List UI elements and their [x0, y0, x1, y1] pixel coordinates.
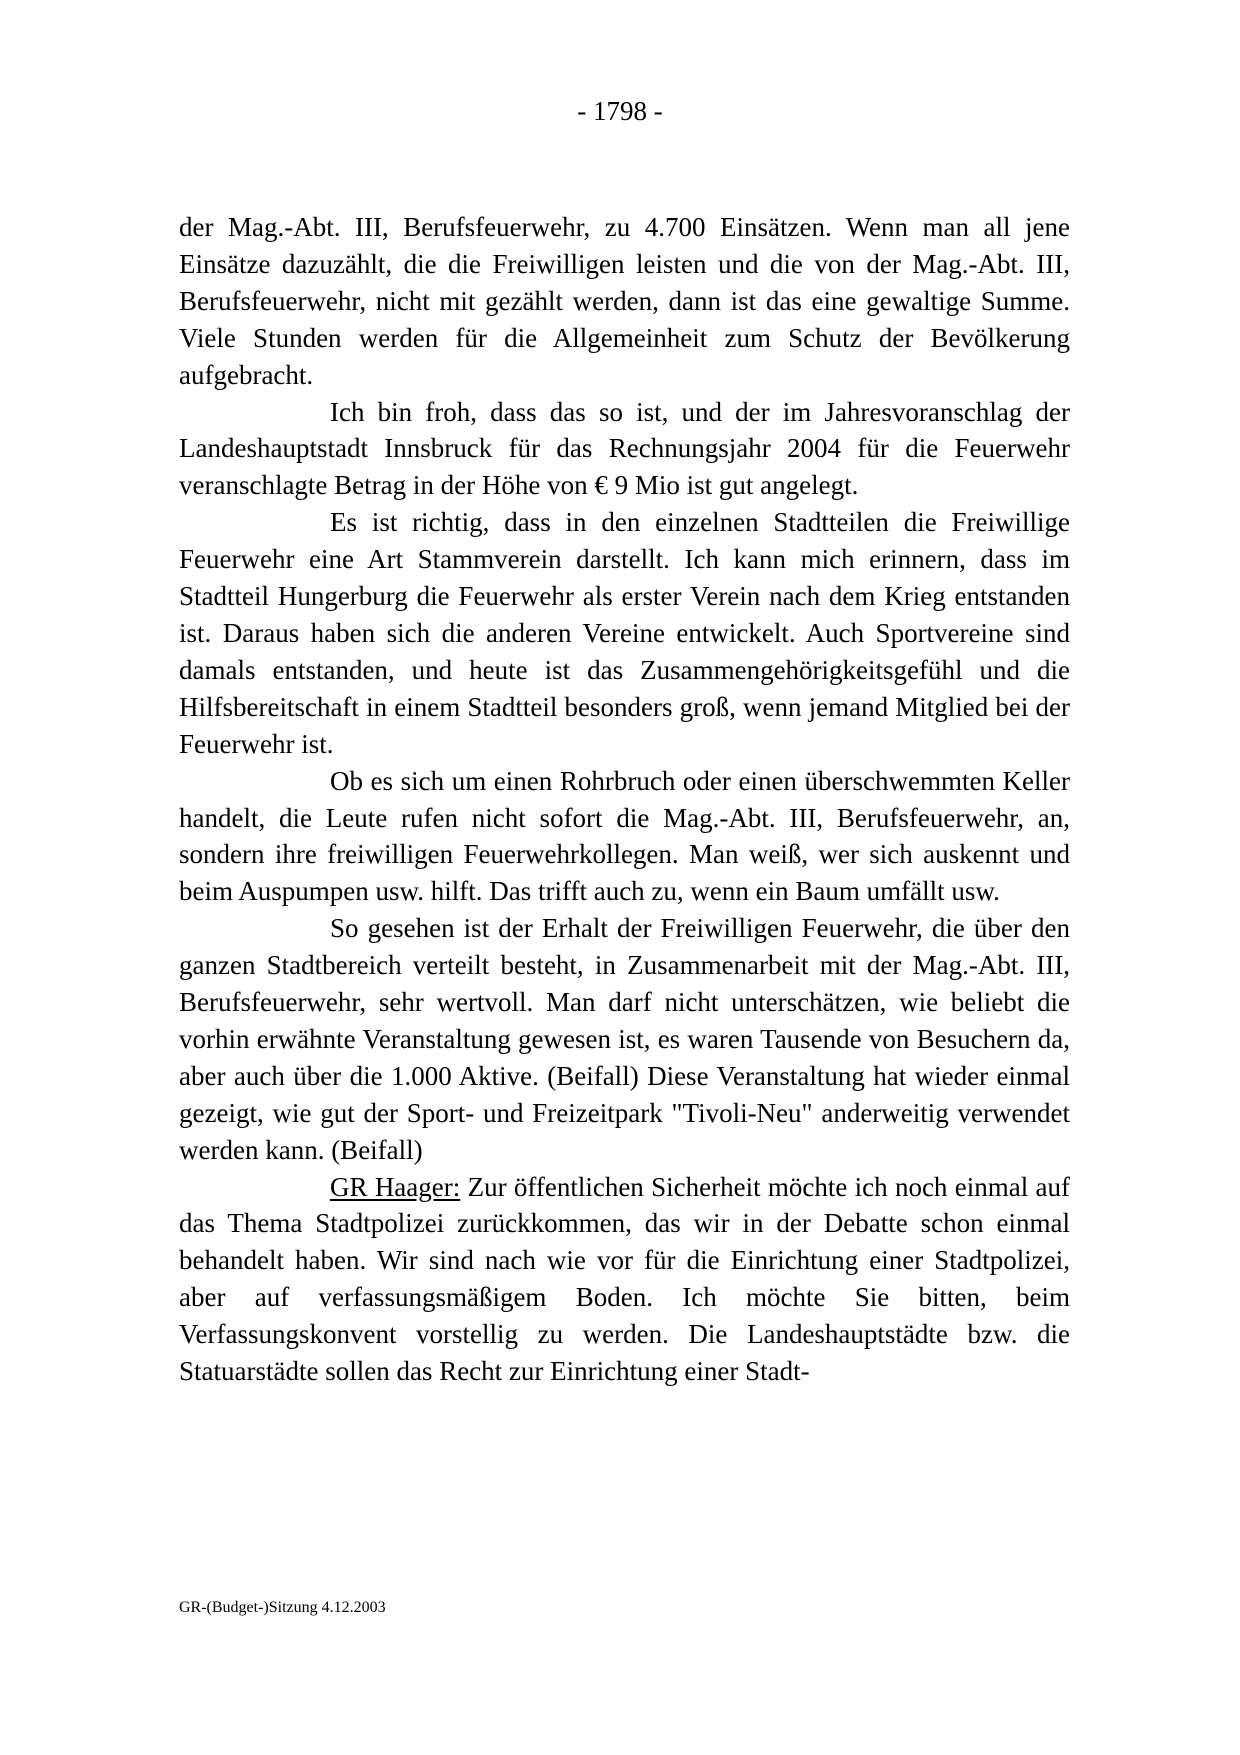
paragraph-4: Ob es sich um einen Rohrbruch oder einen überschwemmten Keller handelt, die Leute rufen nicht sofort die Mag.-Abt. III, Berufsfeuerwehr, an, sondern ihre freiwilligen Feuerwehrkollegen. Man weiß, wer sich auskennt und beim Auspumpen usw. hilft. Das trifft auch zu, wenn ein Baum umfällt usw.: [179, 765, 1070, 907]
speaker-statement: Zur öffentlichen Sicherheit möchte ich noch einmal auf das Thema Stadtpolizei zurückkommen, das wir in der Debatte schon einmal behandelt haben. Wir sind nach wie vor für die Einrichtung einer Stadtpolizei, aber auf verfassungsmäßigem Boden. Ich möchte Sie bitten, beim Verfassungskonvent vorstellig zu werden. Die Landeshauptstädte bzw. die Statuarstädte sollen das Recht zur Einrichtung einer Stadt-: [179, 1171, 1070, 1387]
page-number: - 1798 -: [577, 96, 663, 126]
footer-session-label: GR-(Budget-)Sitzung 4.12.2003: [179, 1599, 386, 1616]
paragraph-3: Es ist richtig, dass in den einzelnen Stadtteilen die Freiwillige Feuerwehr eine Art Stammverein darstellt. Ich kann mich erinnern, dass im Stadtteil Hungerburg die Feuerwehr als erster Verein nach dem Krieg entstanden ist. Daraus haben sich die anderen Vereine entwickelt. Auch Sportvereine sind damals entstanden, und heute ist das Zusammengehörigkeitsgefühl und die Hilfsbereitschaft in einem Stadtteil besonders groß, wenn jemand Mitglied bei der Feuerwehr ist.: [179, 507, 1070, 759]
paragraph-6: [179, 1169, 1070, 1390]
paragraph-1: der Mag.-Abt. III, Berufsfeuerwehr, zu 4.700 Einsätzen. Wenn man all jene Einsätze dazuzählt, die die Freiwilligen leisten und die von der Mag.-Abt. III, Berufsfeuerwehr, nicht mit gezählt werden, dann ist das eine gewaltige Summe. Viele Stunden werden für die Allgemeinheit zum Schutz der Bevölkerung aufgebracht.: [179, 212, 1070, 390]
paragraph-2: Ich bin froh, dass das so ist, und der im Jahresvoranschlag der Landeshauptstadt Innsbruck für das Rechnungsjahr 2004 für die Feuerwehr veranschlagte Betrag in der Höhe von € 9 Mio ist gut angelegt.: [179, 396, 1070, 501]
speaker-name: GR Haager:: [330, 1171, 461, 1202]
page-body: [179, 209, 1070, 1390]
paragraph-5: So gesehen ist der Erhalt der Freiwilligen Feuerwehr, die über den ganzen Stadtbereich verteilt besteht, in Zusammenarbeit mit der Mag.-Abt. III, Berufsfeuerwehr, sehr wertvoll. Man darf nicht unterschätzen, wie beliebt die vorhin erwähnte Veranstaltung gewesen ist, es waren Tausende von Besuchern da, aber auch über die 1.000 Aktive. (Beifall) Diese Veranstaltung hat wieder einmal gezeigt, wie gut der Sport- und Freizeitpark "Tivoli-Neu" anderweitig verwendet werden kann. (Beifall): [179, 913, 1070, 1165]
